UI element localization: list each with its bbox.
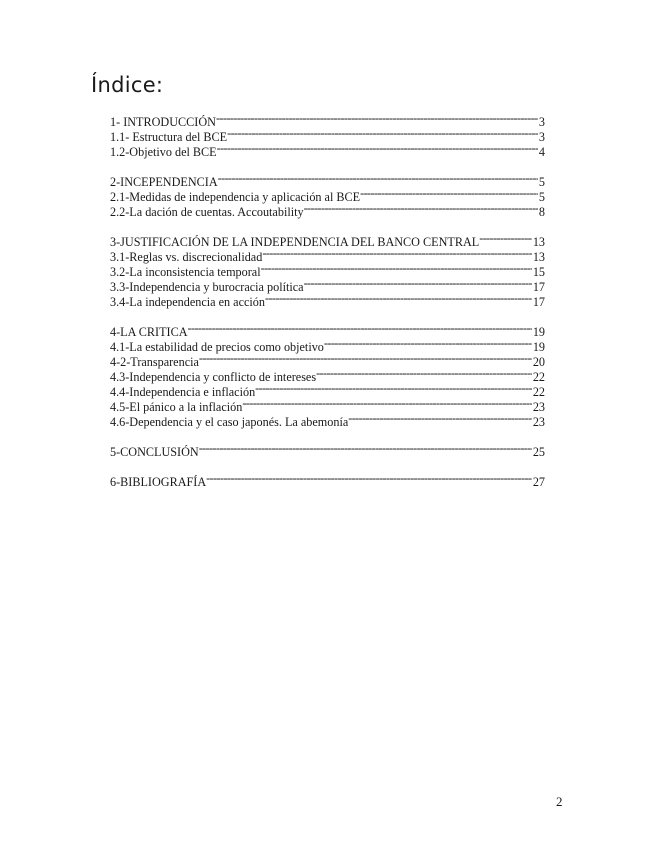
toc-entry-page: 19 <box>532 325 545 339</box>
dot-leader <box>360 186 538 201</box>
toc-entry-page: 17 <box>532 295 545 309</box>
dot-leader <box>199 441 532 456</box>
dot-leader <box>227 126 538 141</box>
toc-entry-page: 17 <box>532 280 545 294</box>
toc-entry-6[interactable] <box>110 471 545 489</box>
dot-leader <box>265 291 532 306</box>
toc-entry-title: 3.2-La inconsistencia temporal <box>110 265 261 279</box>
dot-leader <box>218 171 538 186</box>
toc-entry-page: 22 <box>532 370 545 384</box>
toc-entry-title: 3.1-Reglas vs. discrecionalidad <box>110 250 263 264</box>
dot-leader <box>199 351 532 366</box>
toc-entry-page: 23 <box>532 415 545 429</box>
toc-entry-page: 3 <box>538 115 545 129</box>
page-title: Índice: <box>91 73 164 97</box>
toc-entry-title: 3.3-Independencia y burocracia política <box>110 280 304 294</box>
toc-entry-page: 3 <box>538 130 545 144</box>
toc-entry-title: 2-INCEPENDENCIA <box>110 175 218 189</box>
toc-entry-page: 15 <box>532 265 545 279</box>
dot-leader <box>188 321 532 336</box>
toc-entry-title: 1- INTRODUCCIÓN <box>110 115 216 129</box>
dot-leader <box>217 141 538 156</box>
toc-entry-title: 1.1- Estructura del BCE <box>110 130 228 144</box>
toc-entry-title: 4-2-Transparencia <box>110 355 199 369</box>
toc-entry-page: 13 <box>532 235 545 249</box>
dot-leader <box>316 366 532 381</box>
dot-leader <box>348 411 532 426</box>
toc-entry-page: 27 <box>532 475 545 489</box>
toc-entry-4[interactable] <box>110 321 545 339</box>
toc-entry-title: 4.3-Independencia y conflicto de intereses <box>110 370 317 384</box>
toc-entry-title: 4.6-Dependencia y el caso japonés. La abemonía <box>110 415 349 429</box>
toc-entry-title: 4.1-La estabilidad de precios como objetivo <box>110 340 324 354</box>
toc-section-critica <box>110 321 545 429</box>
toc-section-independencia <box>110 171 545 219</box>
toc-entry-title: 3.4-La independencia en acción <box>110 295 265 309</box>
dot-leader <box>261 261 532 276</box>
toc-entry-page: 4 <box>538 145 545 159</box>
dot-leader <box>324 336 532 351</box>
toc-entry-3[interactable] <box>110 231 545 249</box>
toc-entry-page: 23 <box>532 400 545 414</box>
toc-entry-title: 5-CONCLUSIÓN <box>110 445 199 459</box>
toc-entry-title: 4-LA CRITICA <box>110 325 188 339</box>
toc-entry-page: 13 <box>532 250 545 264</box>
toc-section-conclusion <box>110 441 545 459</box>
toc-entry-2[interactable] <box>110 171 545 189</box>
toc-entry-title: 3-JUSTIFICACIÓN DE LA INDEPENDENCIA DEL BANCO CENTRAL <box>110 235 480 249</box>
toc-entry-5[interactable] <box>110 441 545 459</box>
toc-entry-title: 6-BIBLIOGRAFÍA <box>110 475 207 489</box>
toc-section-justificacion <box>110 231 545 309</box>
dot-leader <box>255 381 532 396</box>
dot-leader <box>304 276 532 291</box>
toc-entry-1[interactable] <box>110 111 545 129</box>
toc-entry-title: 2.1-Medidas de independencia y aplicación al BCE <box>110 190 361 204</box>
toc-entry-page: 19 <box>532 340 545 354</box>
toc-entry-title: 1.2-Objetivo del BCE <box>110 145 217 159</box>
page-number: 2 <box>556 794 563 809</box>
dot-leader <box>206 471 532 486</box>
dot-leader <box>479 231 532 246</box>
toc-section-introduccion <box>110 111 545 159</box>
toc-entry-page: 5 <box>538 175 545 189</box>
dot-leader <box>262 246 532 261</box>
toc-entry-page: 8 <box>538 205 545 219</box>
toc-entry-page: 22 <box>532 385 545 399</box>
toc-entry-title: 4.4-Independencia e inflación <box>110 385 256 399</box>
table-of-contents <box>110 111 545 501</box>
toc-entry-title: 4.5-El pánico a la inflación <box>110 400 243 414</box>
toc-section-bibliografia <box>110 471 545 489</box>
toc-entry-page: 5 <box>538 190 545 204</box>
toc-entry-page: 20 <box>532 355 545 369</box>
toc-entry-title: 2.2-La dación de cuentas. Accoutability <box>110 205 304 219</box>
toc-entry-page: 25 <box>532 445 545 459</box>
dot-leader <box>242 396 531 411</box>
dot-leader <box>304 201 538 216</box>
dot-leader <box>216 111 538 126</box>
